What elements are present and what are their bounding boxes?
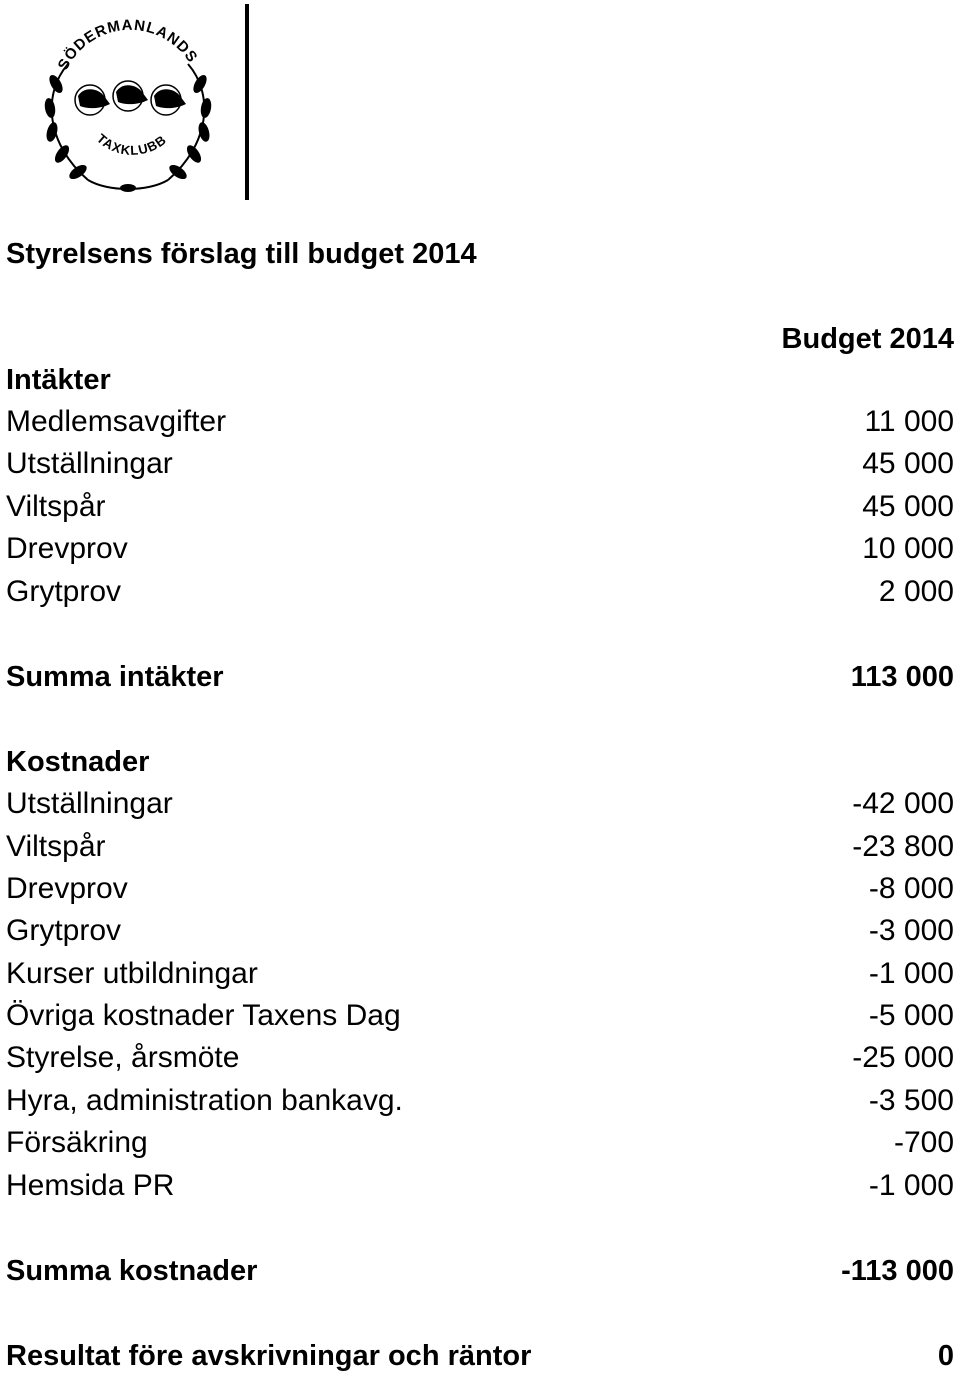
row-label: Hemsida PR: [6, 1169, 175, 1202]
logo-text-top: SÖDERMANLANDS: [54, 16, 201, 73]
row-label: Summa kostnader: [6, 1255, 258, 1287]
row-label: Kurser utbildningar: [6, 957, 258, 990]
club-logo: [28, 4, 228, 200]
row-value: -42 000: [852, 787, 954, 820]
logo-text-bottom: TAXKLUBB: [93, 130, 170, 158]
row-value: 10 000: [862, 532, 954, 565]
row-value: 113 000: [850, 661, 954, 693]
row-label: Summa intäkter: [6, 661, 224, 693]
row-value: 45 000: [862, 490, 954, 523]
row-label: Drevprov: [6, 872, 128, 905]
row-label: Styrelse, årsmöte: [6, 1041, 240, 1074]
row-label: Utställningar: [6, 447, 173, 480]
row-value: -8 000: [868, 872, 954, 905]
cost-row: [6, 1165, 954, 1207]
row-label: Viltspår: [6, 490, 106, 523]
row-label: Hyra, administration bankavg.: [6, 1084, 403, 1117]
row-value: -23 800: [852, 830, 954, 863]
row-value: -3 000: [868, 914, 954, 947]
income-total-row: [6, 656, 954, 698]
income-row: [6, 486, 954, 528]
cost-row: [6, 1037, 954, 1079]
svg-text:TAXKLUBB: [94, 131, 169, 158]
income-heading: Intäkter: [6, 364, 111, 396]
document-title: Styrelsens förslag till budget 2014: [6, 238, 477, 270]
row-value: -5 000: [868, 999, 954, 1032]
costs-heading: Kostnader: [6, 746, 150, 778]
row-label: Medlemsavgifter: [6, 405, 227, 438]
cost-row: [6, 826, 954, 868]
row-value: -1 000: [868, 1169, 954, 1202]
income-row: [6, 401, 954, 443]
svg-text:SÖDERMANLANDS: [55, 17, 201, 73]
cost-row: [6, 1122, 954, 1164]
row-label: Resultat före avskrivningar och räntor: [6, 1340, 532, 1372]
cost-row: [6, 1080, 954, 1122]
logo-divider: [245, 4, 249, 200]
row-value: 0: [937, 1340, 954, 1372]
cost-row: [6, 868, 954, 910]
row-value: 45 000: [862, 447, 954, 480]
row-label: Övriga kostnader Taxens Dag: [6, 999, 401, 1032]
income-row: [6, 571, 954, 613]
result-row: [6, 1335, 954, 1377]
row-label: Grytprov: [6, 914, 122, 947]
cost-row: [6, 953, 954, 995]
cost-row: [6, 910, 954, 952]
income-row: [6, 528, 954, 570]
row-value: -700: [893, 1126, 954, 1159]
cost-row: [6, 783, 954, 825]
income-row: [6, 443, 954, 485]
row-value: -113 000: [841, 1255, 954, 1287]
row-value: -3 500: [868, 1084, 954, 1117]
costs-total-row: [6, 1250, 954, 1292]
row-value: 11 000: [864, 405, 954, 438]
dachshund-heads-icon: [75, 81, 186, 115]
budget-column-header: Budget 2014: [781, 323, 954, 355]
row-value: -25 000: [852, 1041, 954, 1074]
row-label: Försäkring: [6, 1126, 148, 1159]
cost-row: [6, 995, 954, 1037]
row-label: Drevprov: [6, 532, 128, 565]
row-value: -1 000: [868, 957, 954, 990]
row-label: Viltspår: [6, 830, 106, 863]
row-value: 2 000: [878, 575, 954, 608]
row-label: Grytprov: [6, 575, 122, 608]
row-label: Utställningar: [6, 787, 173, 820]
